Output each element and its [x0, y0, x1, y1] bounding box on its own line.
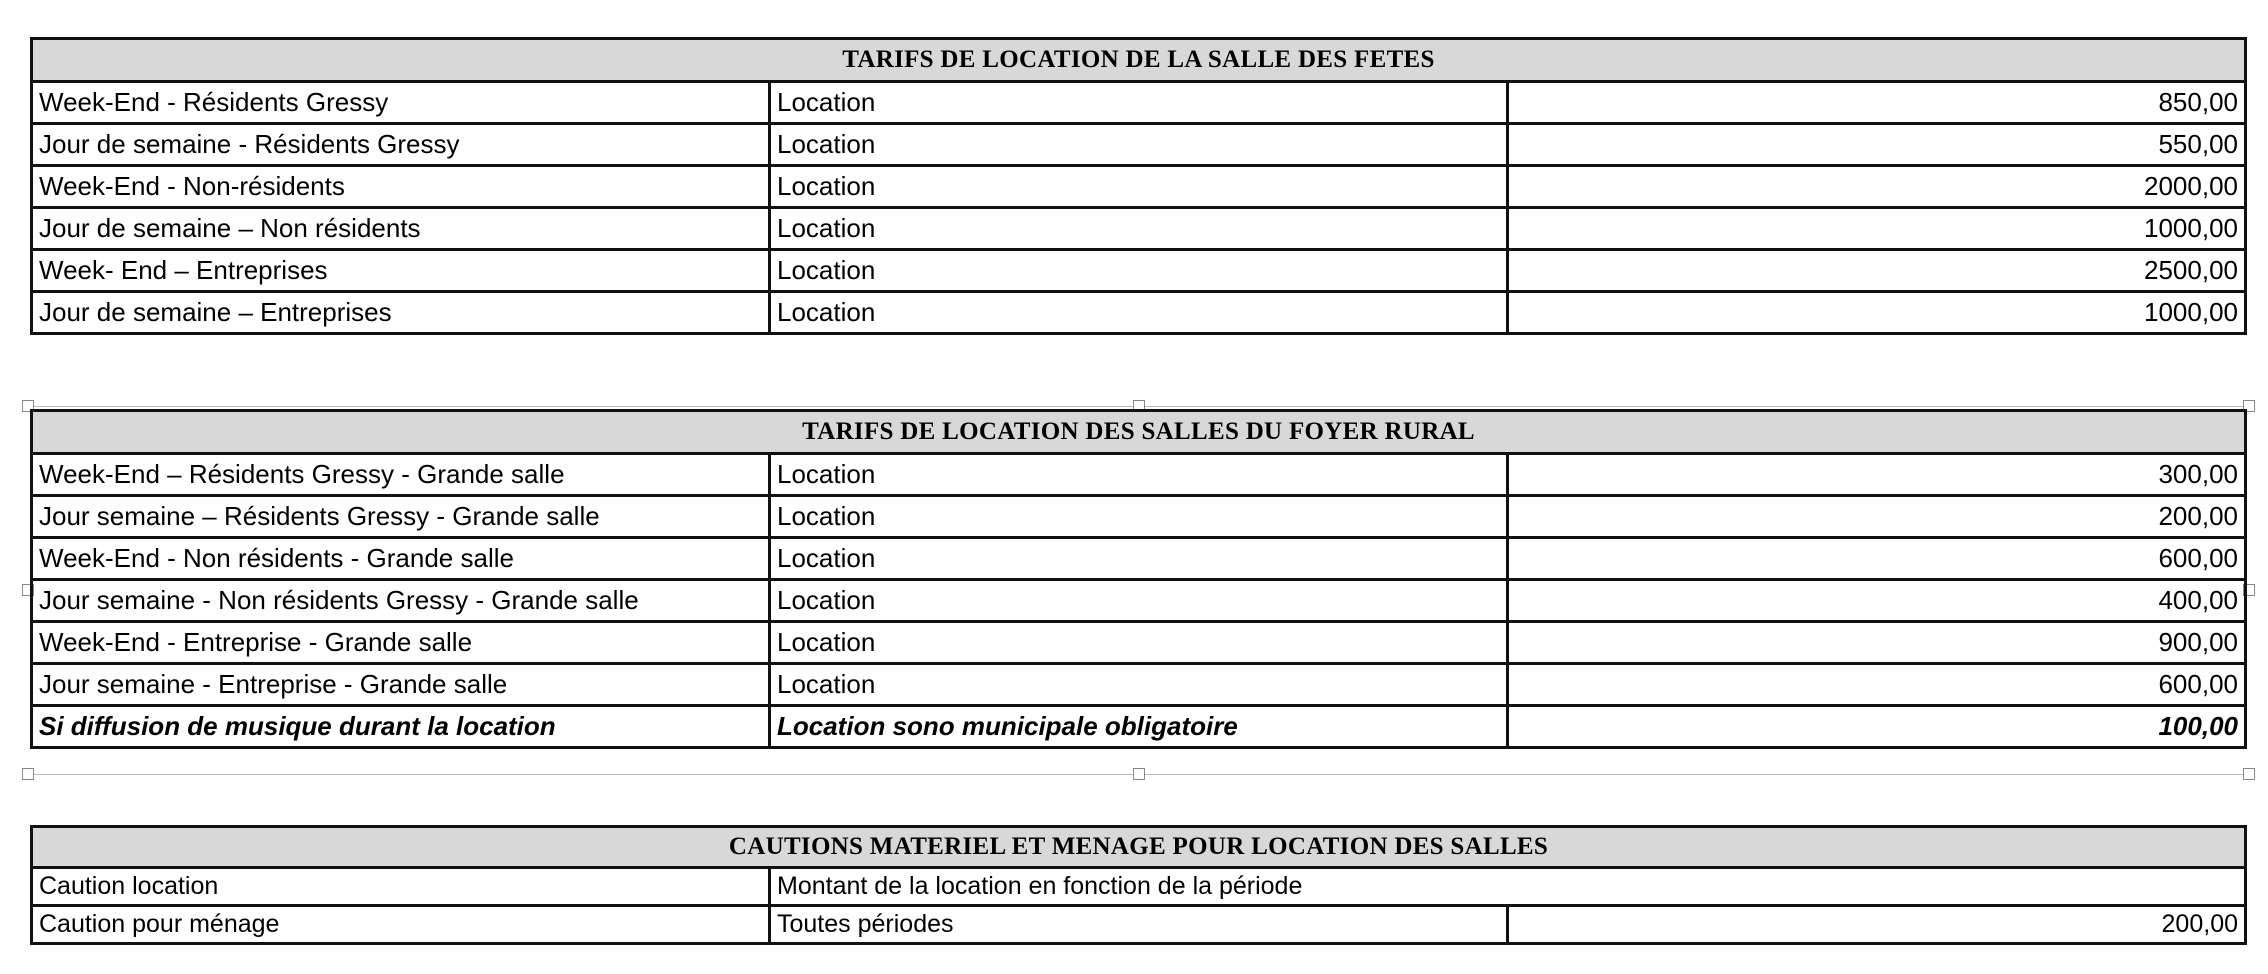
rate-price: 2000,00	[1508, 166, 2246, 208]
table-row	[32, 868, 2246, 906]
rate-label: Jour de semaine – Entreprises	[32, 292, 770, 334]
rate-price: 1000,00	[1508, 292, 2246, 334]
rate-type: Location	[770, 166, 1508, 208]
rate-price: 200,00	[1508, 496, 2246, 538]
rate-type: Location	[770, 622, 1508, 664]
rate-label: Jour de semaine - Résidents Gressy	[32, 124, 770, 166]
rate-type: Location sono municipale obligatoire	[770, 706, 1508, 748]
rate-label: Week-End - Résidents Gressy	[32, 82, 770, 124]
table-row	[32, 538, 2246, 580]
table-row	[32, 124, 2246, 166]
salle-des-fetes-table	[30, 37, 2247, 335]
cautions-table	[30, 825, 2247, 945]
table-header-row	[32, 827, 2246, 868]
rate-label: Jour semaine - Entreprise - Grande salle	[32, 664, 770, 706]
rate-type: Location	[770, 538, 1508, 580]
rate-type: Location	[770, 208, 1508, 250]
rate-type: Location	[770, 496, 1508, 538]
rate-price: 900,00	[1508, 622, 2246, 664]
foyer-rural-table[interactable]	[30, 409, 2247, 749]
resize-handle-bottom-center[interactable]	[1133, 768, 1145, 780]
table-row	[32, 166, 2246, 208]
resize-handle-bottom-right[interactable]	[2243, 768, 2255, 780]
rate-type: Location	[770, 580, 1508, 622]
rate-price: 550,00	[1508, 124, 2246, 166]
table-row	[32, 208, 2246, 250]
rate-label: Jour de semaine – Non résidents	[32, 208, 770, 250]
caution-label: Caution pour ménage	[32, 906, 770, 944]
table-row	[32, 454, 2246, 496]
rate-label: Jour semaine - Non résidents Gressy - Grande salle	[32, 580, 770, 622]
table-title: TARIFS DE LOCATION DES SALLES DU FOYER RURAL	[32, 411, 2246, 454]
table-row	[32, 292, 2246, 334]
rate-label: Si diffusion de musique durant la location	[32, 706, 770, 748]
table-header-row	[32, 39, 2246, 82]
rate-price: 300,00	[1508, 454, 2246, 496]
caution-type: Toutes périodes	[770, 906, 1508, 944]
rate-price: 1000,00	[1508, 208, 2246, 250]
table-row	[32, 82, 2246, 124]
table-row-music	[32, 706, 2246, 748]
caution-label: Caution location	[32, 868, 770, 906]
table-title: TARIFS DE LOCATION DE LA SALLE DES FETES	[32, 39, 2246, 82]
rate-type: Location	[770, 454, 1508, 496]
resize-handle-bottom-left[interactable]	[22, 768, 34, 780]
rate-label: Week- End – Entreprises	[32, 250, 770, 292]
rate-price: 2500,00	[1508, 250, 2246, 292]
rate-label: Jour semaine – Résidents Gressy - Grande salle	[32, 496, 770, 538]
rate-type: Location	[770, 250, 1508, 292]
rate-type: Location	[770, 82, 1508, 124]
rate-type: Location	[770, 292, 1508, 334]
rate-price: 400,00	[1508, 580, 2246, 622]
table-row	[32, 622, 2246, 664]
caution-note: Montant de la location en fonction de la période	[770, 868, 2246, 906]
rate-label: Week-End – Résidents Gressy - Grande salle	[32, 454, 770, 496]
table-row	[32, 906, 2246, 944]
rate-type: Location	[770, 664, 1508, 706]
rate-label: Week-End - Non-résidents	[32, 166, 770, 208]
table-title: CAUTIONS MATERIEL ET MENAGE POUR LOCATION DES SALLES	[32, 827, 2246, 868]
table-row	[32, 580, 2246, 622]
table-row	[32, 496, 2246, 538]
rate-price: 600,00	[1508, 664, 2246, 706]
rate-label: Week-End - Non résidents - Grande salle	[32, 538, 770, 580]
table-header-row	[32, 411, 2246, 454]
table-row	[32, 250, 2246, 292]
table-row	[32, 664, 2246, 706]
rate-price: 100,00	[1508, 706, 2246, 748]
rate-type: Location	[770, 124, 1508, 166]
caution-price: 200,00	[1508, 906, 2246, 944]
rate-price: 600,00	[1508, 538, 2246, 580]
rate-label: Week-End - Entreprise - Grande salle	[32, 622, 770, 664]
rate-price: 850,00	[1508, 82, 2246, 124]
